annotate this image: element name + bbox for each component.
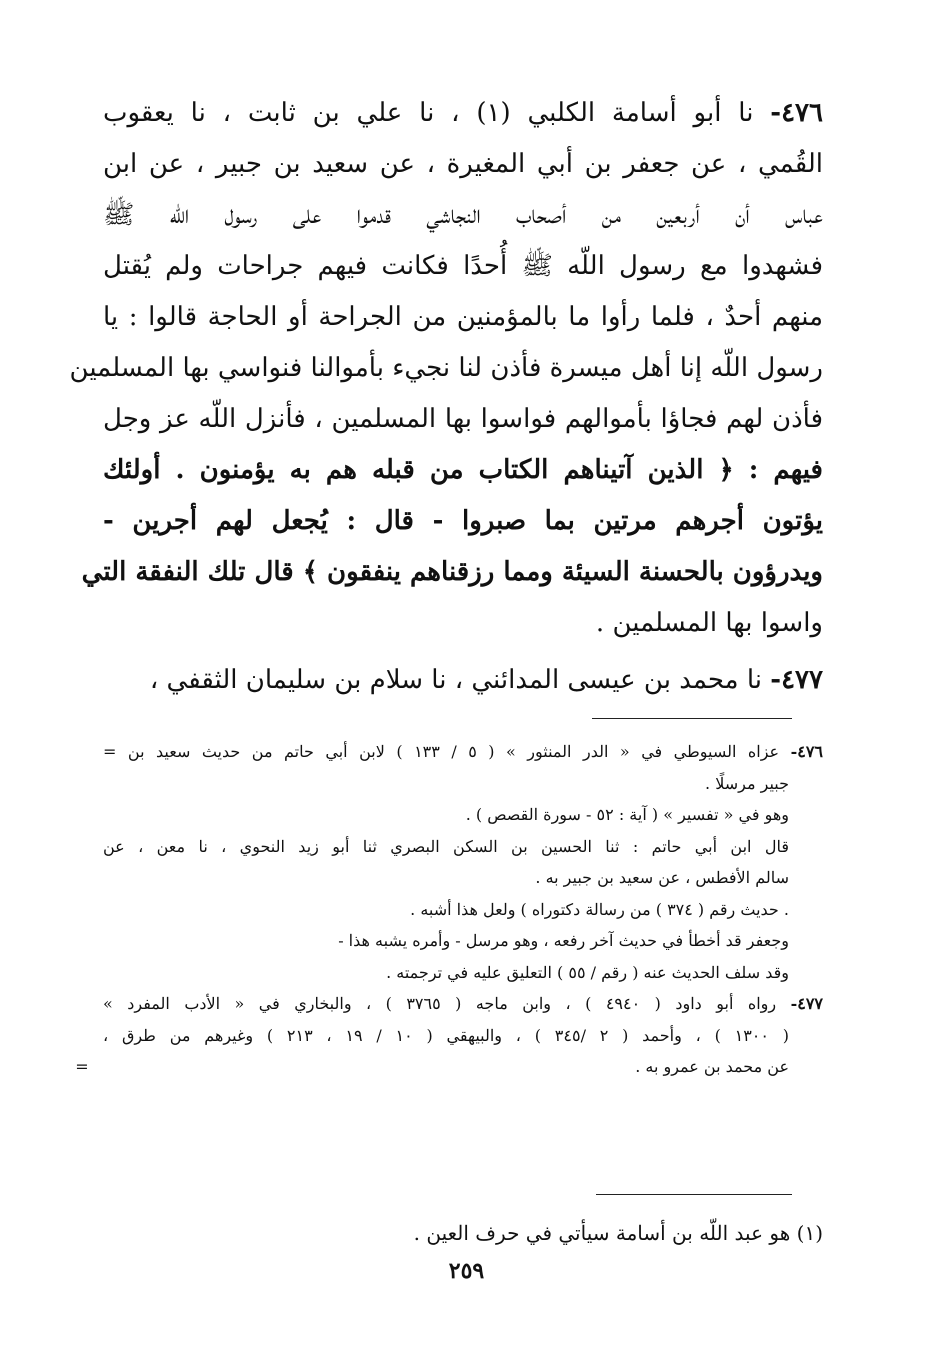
continuation-mark: =	[75, 1057, 89, 1076]
footnote-line: وهو في « تفسير » ( آية : ٥٢ - سورة القصص ) .	[465, 805, 789, 824]
footnote-line: وجعفر قد أخطأ في حديث آخر رفعه ، وهو مرسل - وأمره يشبه هذا -	[338, 931, 789, 950]
footnote-line	[103, 736, 823, 768]
hadith-476	[69, 88, 823, 649]
footnote-line: . حديث رقم ( ٣٧٤ ) من رسالة دكتوراه ) ولعل هذا أشبه .	[410, 899, 789, 919]
text-line: رسول اللّه إنا أهل ميسرة فأذن لنا نجيء بأموالنا فنواسي بها المسلمين	[69, 353, 823, 383]
text-line: واسوا بها المسلمين .	[595, 608, 823, 638]
quran-line: فيهم : ﴿ الذين آتيناهم الكتاب من قبله هم به يؤمنون . أولئك	[103, 455, 823, 485]
quran-line: يؤتون أجرهم مرتين بما صبروا - قال : يُجعل لهم أجرين -	[103, 506, 823, 536]
text-line: عباس أن أربعين من أصحاب النجاشي قدموا على رسول اللّه ﷺ	[103, 200, 823, 230]
footnote-477	[75, 988, 823, 1083]
text-segment: نا محمد بن عيسى المدائني ، نا سلام بن سليمان الثقفي ،	[149, 665, 771, 695]
text-line: فشهدوا مع رسول اللّه ﷺ أُحدًا فكانت فيهم جراحات ولم يُقتل	[103, 251, 823, 281]
footnote-line: سالم الأفطس ، عن سعيد بن جبير به .	[535, 868, 789, 887]
footnote-text: رواه أبو داود ( ٤٩٤٠ ) ، وابن ماجه ( ٣٧٦٥ ) ، والبخاري في « الأدب المفرد »	[103, 994, 791, 1013]
text-line	[103, 655, 823, 706]
author-note-separator	[596, 1194, 792, 1195]
footnote-line: قال ابن أبي حاتم : ثنا الحسين بن السكن البصري ثنا أبو زيد النحوي ، نا معن ، عن	[103, 836, 789, 856]
footnote-line	[75, 1051, 823, 1083]
footnote-line: جبير مرسلًا .	[705, 773, 789, 793]
text-line: القُمي ، عن جعفر بن أبي المغيرة ، عن سعيد بن جبير ، عن ابن	[103, 149, 823, 179]
text-line: فأذن لهم فجاؤا بأموالهم فواسوا بها المسلمين ، فأنزل اللّه عز وجل	[103, 404, 823, 434]
text-line: منهم أحدٌ ، فلما رأوا ما بالمؤمنين من الجراحة أو الحاجة قالوا : يا	[103, 302, 823, 332]
text-line	[103, 88, 823, 139]
footnote-line	[103, 988, 823, 1020]
page-number: ٢٥٩	[448, 1258, 485, 1284]
text-segment: نا أبو أسامة الكلبي (١) ، نا علي بن ثابت ، نا يعقوب	[103, 98, 771, 128]
footnote-476	[103, 736, 823, 988]
quran-line: ويدرؤون بالحسنة السيئة ومما رزقناهم ينفقون ﴾ قال تلك النفقة التي	[81, 557, 823, 587]
hadith-number: ٤٧٧-	[770, 665, 823, 695]
author-note: (١) هو عبد اللّه بن أسامة سيأتي في حرف العين .	[413, 1221, 823, 1245]
footnote-number: ٤٧٧-	[790, 994, 823, 1013]
footnote-text: عزاه السيوطي في « الدر المنثور » ( ٥ / ١٣٣ ) لابن أبي حاتم من حديث سعيد بن =	[103, 742, 791, 761]
hadith-477	[103, 655, 823, 706]
main-text	[69, 88, 823, 706]
footnote-text: عن محمد بن عمرو به .	[635, 1057, 789, 1076]
footnote-line: وقد سلف الحديث عنه ( رقم / ٥٥ ) التعليق عليه في ترجمته .	[386, 962, 789, 982]
hadith-number: ٤٧٦-	[770, 98, 823, 128]
footnotes	[75, 736, 824, 1083]
footnote-number: ٤٧٦-	[790, 742, 824, 761]
footnote-separator	[592, 718, 792, 719]
footnote-line: ( ١٣٠٠ ) ، وأحمد ( ٢ /٣٤٥ ) ، والبيهقي ( ١٠ / ١٩ ، ٢١٣ ) وغيرهم من طرق ،	[103, 1025, 789, 1045]
